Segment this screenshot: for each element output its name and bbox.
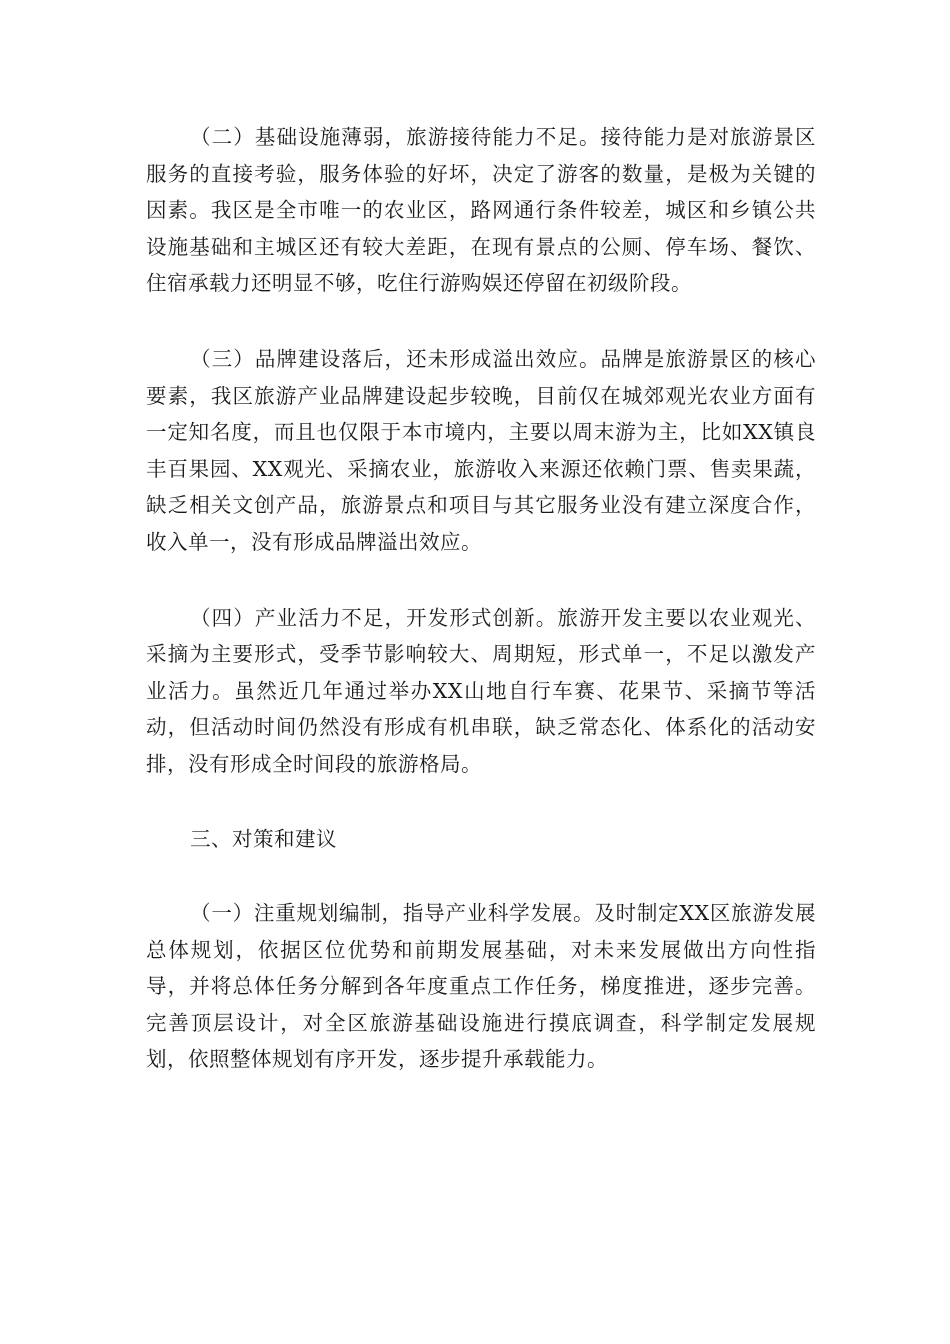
- document-body: [146, 119, 816, 1116]
- paragraph-industry-vitality: （四）产业活力不足，开发形式创新。旅游开发主要以农业观光、采摘为主要形式，受季节影响较大、周期短，形式单一，不足以激发产业活力。虽然近几年通过举办XX山地自行车赛、花果节、采摘节等活动，但活动时间仍然没有形成有机串联，缺乏常态化、体系化的活动安排，没有形成全时间段的旅游格局。: [146, 605, 816, 776]
- paragraph-brand-building: （三）品牌建设落后，还未形成溢出效应。品牌是旅游景区的核心要素，我区旅游产业品牌建设起步较晚，目前仅在城郊观光农业方面有一定知名度，而且也仅限于本市境内，主要以周末游为主，比如XX镇良丰百果园、XX观光、采摘农业，旅游收入来源还依赖门票、售卖果蔬，缺乏相关文创产品，旅游景点和项目与其它服务业没有建立深度合作，收入单一，没有形成品牌溢出效应。: [146, 346, 816, 554]
- paragraph-planning: （一）注重规划编制，指导产业科学发展。及时制定XX区旅游发展总体规划，依据区位优势和前期发展基础，对未来发展做出方向性指导，并将总体任务分解到各年度重点工作任务，梯度推进，逐步完善。完善顶层设计，对全区旅游基础设施进行摸底调查，科学制定发展规划，依照整体规划有序开发，逐步提升承载能力。: [146, 901, 816, 1072]
- paragraph-infrastructure: （二）基础设施薄弱，旅游接待能力不足。接待能力是对旅游景区服务的直接考验，服务体验的好坏，决定了游客的数量，是极为关键的因素。我区是全市唯一的农业区，路网通行条件较差，城区和乡镇公共设施基础和主城区还有较大差距，在现有景点的公厕、停车场、餐饮、住宿承载力还明显不够，吃住行游购娱还停留在初级阶段。: [146, 125, 816, 296]
- section-heading-countermeasures: 三、对策和建议: [190, 826, 338, 851]
